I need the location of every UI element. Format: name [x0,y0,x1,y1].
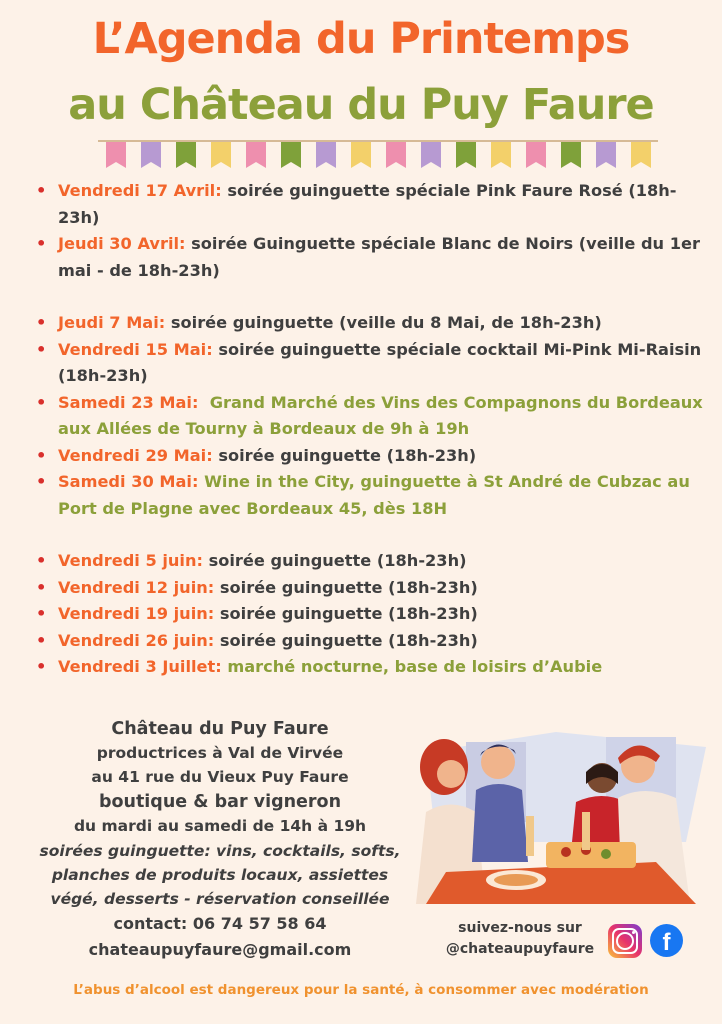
event-item [34,337,714,390]
event-separator: : [215,181,228,200]
bunting-flag [281,142,301,168]
event-description: soirée guinguette (veille du 8 Mai, de 18h-23h) [170,313,602,332]
bunting-flag [351,142,371,168]
info-guinguette-2: planches de produits locaux, assiettes [51,865,389,884]
info-shop: boutique & bar vigneron [98,792,342,812]
event-date: Vendredi 17 Avril [58,181,216,200]
title-line-2: au Château du Puy Faure [68,80,654,130]
bunting-flag [526,142,546,168]
event-separator: : [206,445,219,465]
event-description: marché nocturne, base de loisirs d’Aubie [227,657,603,676]
bunting-flag [491,142,511,168]
info-guinguette-1: soirées guinguette: vins, cocktails, softs, [39,841,401,860]
event-item [34,390,714,443]
event-date: Vendredi 15 Mai [58,339,207,359]
event-item [34,443,714,470]
event-separator: : [158,313,171,332]
social-handle[interactable]: @chateaupuyfaure [445,941,595,957]
bullet-icon: • [36,313,47,332]
event-description: soirée guinguette (18h-23h) [219,630,478,650]
event-description: Grand Marché des Vins des Compagnons du Bordeaux aux Allées de Tourny à Bordeaux de 9h à 19h [58,392,703,438]
bullet-icon: • [36,339,47,359]
event-item [34,575,714,602]
bunting-flag [176,142,196,168]
event-description: soirée guinguette (18h-23h) [219,577,478,597]
bullet-icon: • [36,630,47,650]
event-description: Wine in the City, guinguette à St André de Cubzac au Port de Plagne avec Bordeaux 45, dès 18H [58,472,690,518]
alcohol-disclaimer: L’abus d’alcool est dangereux pour la santé, à consommer avec modération [73,982,649,998]
event-description: soirée guinguette (18h-23h) [219,604,478,623]
bullet-icon: • [36,551,47,570]
event-item [34,231,714,284]
event-description: soirée guinguette spéciale cocktail Mi-Pink Mi-Raisin (18h-23h) [58,339,702,385]
contact-info [10,716,430,963]
social-follow [430,918,610,960]
bunting-flag [316,142,336,168]
bunting-flag [386,142,406,168]
event-description: soirée Guinguette spéciale Blanc de Noirs (veille du 1er mai - de 18h-23h) [58,234,700,280]
follow-label: suivez-nous sur [458,920,582,936]
event-item [34,628,714,655]
bunting-flag [141,142,161,168]
info-email[interactable]: chateaupuyfaure@gmail.com [88,939,352,959]
event-description: soirée guinguette (18h-23h) [208,551,467,570]
info-producers: productrices à Val de Virvée [96,744,344,762]
event-date: Vendredi 5 juin [58,551,197,570]
event-separator: : [196,551,209,570]
event-item [34,654,714,681]
event-separator: : [206,339,219,359]
bunting-flag [596,142,616,168]
event-description: soirée guinguette (18h-23h) [218,445,477,465]
title-line-1: L’Agenda du Printemps [92,14,630,64]
event-date: Vendredi 12 juin [58,577,208,597]
bunting-decoration [98,138,658,178]
bullet-icon: • [36,657,47,676]
instagram-icon[interactable] [608,924,642,958]
event-date: Vendredi 26 juin [58,630,208,650]
bunting-flag [631,142,651,168]
event-date: Vendredi 29 Mai [58,445,207,465]
event-separator: : [207,604,220,623]
bunting-flag [246,142,266,168]
bullet-icon: • [36,604,47,623]
info-hours: du mardi au samedi de 14h à 19h [73,817,367,835]
event-description: soirée guinguette spéciale Pink Faure Rosé (18h-23h) [58,181,677,227]
bunting-flag [561,142,581,168]
friends-dining-illustration [406,732,706,904]
bunting-flag [211,142,231,168]
event-date: Samedi 23 Mai [58,392,192,412]
event-separator: : [191,472,205,491]
event-separator: : [179,234,192,253]
event-date: Vendredi 3 Juillet [58,657,216,676]
event-separator: : [207,630,220,650]
event-item [34,601,714,628]
info-address: au 41 rue du Vieux Puy Faure [91,767,349,786]
event-separator: : [191,392,210,412]
event-date: Samedi 30 Mai [58,472,192,491]
event-item [34,178,714,231]
venue-name: Château du Puy Faure [111,719,329,739]
event-item [34,469,714,522]
bullet-icon: • [36,445,47,465]
event-separator: : [207,577,220,597]
event-item [34,548,714,575]
bunting-flag [456,142,476,168]
events-list [34,178,714,681]
facebook-icon[interactable]: f [650,924,683,957]
bullet-icon: • [36,577,47,597]
event-date: Jeudi 30 Avril [58,234,180,253]
bullet-icon: • [36,472,47,491]
info-contact-phone: contact: 06 74 57 58 64 [113,913,327,933]
event-date: Vendredi 19 juin [58,604,208,623]
bunting-flag [106,142,126,168]
bullet-icon: • [36,181,47,200]
bullet-icon: • [36,234,47,253]
info-guinguette-3: végé, desserts - réservation conseillée [50,889,390,908]
bullet-icon: • [36,392,47,412]
event-separator: : [215,657,228,676]
event-item [34,310,714,337]
bunting-flag [421,142,441,168]
event-date: Jeudi 7 Mai [58,313,159,332]
